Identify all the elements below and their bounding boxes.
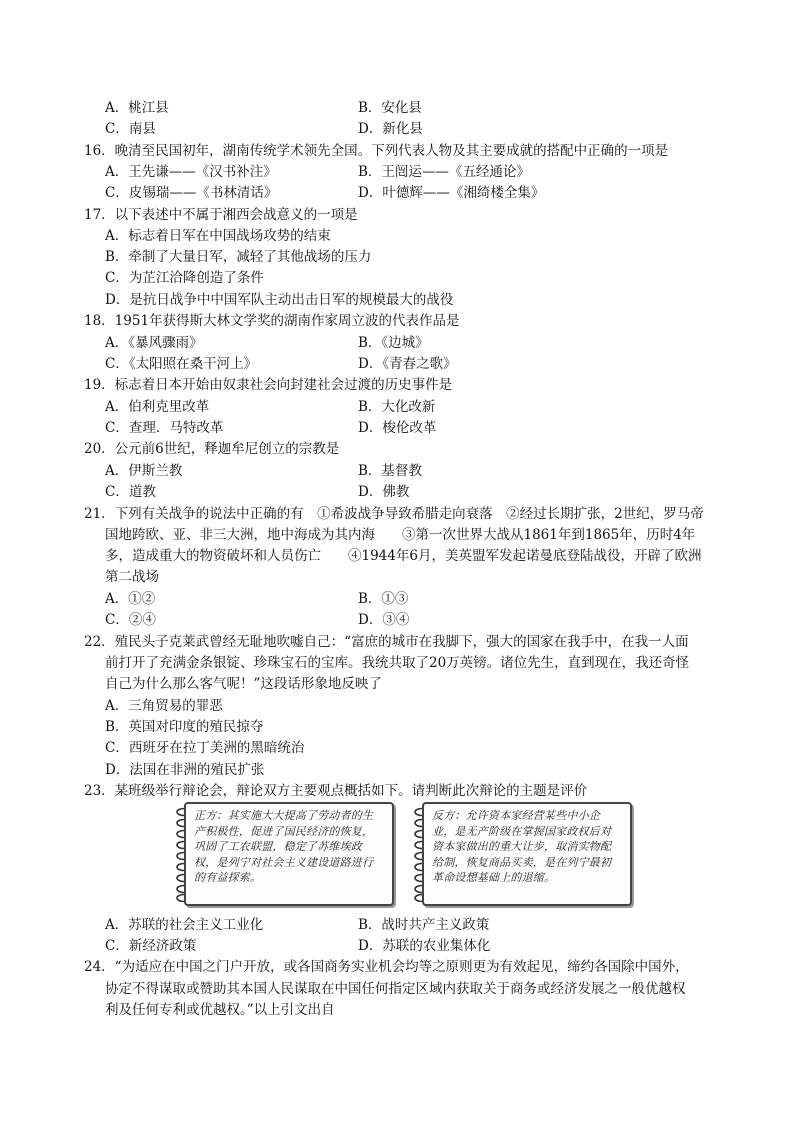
q19-option-a: A．伯利克里改革 — [105, 399, 210, 415]
q23-option-c: C．新经济政策 — [105, 938, 197, 954]
q16-option-c: C．皮锡瑞——《书林清话》 — [105, 185, 278, 201]
q16-option-a: A．王先谦——《汉书补注》 — [105, 164, 277, 180]
q23-option-a: A．苏联的社会主义工业化 — [105, 917, 264, 933]
q16-option-b: B．王闿运——《五经通论》 — [358, 164, 530, 180]
notebook-panel-pro — [172, 796, 396, 909]
q24-stem-line-1: 24．“为适应在中国之门户开放，或各国商务实业机会均等之原则更为有效起见，缔约各国除中国外， — [84, 959, 689, 975]
q22-option-c: C．西班牙在拉丁美洲的黑暗统治 — [105, 740, 305, 756]
q18-option-d: D．《青春之歌》 — [358, 356, 457, 372]
q22-option-a: A．三角贸易的罪恶 — [105, 698, 223, 714]
q21-option-c: C．②④ — [105, 612, 156, 628]
q21-option-d: D．③④ — [358, 612, 410, 628]
q24-stem-line-2: 协定不得谋取或赞助其本国人民谋取在中国任何指定区域内获取关于商务或经济发展之一般优越权 — [105, 981, 686, 997]
q24-stem-line-3: 利及任何专利或优越权。”以上引文出自 — [105, 1002, 335, 1018]
q15-option-a: A．桃江县 — [105, 100, 169, 116]
q20-option-b: B．基督教 — [358, 463, 422, 479]
q19-option-b: B．大化改新 — [358, 399, 436, 415]
q17-stem: 17．以下表述中不属于湘西会战意义的一项是 — [84, 207, 358, 223]
q23-stem: 23．某班级举行辩论会，辩论双方主要观点概括如下。请判断此次辩论的主题是评价 — [84, 783, 588, 799]
q22-option-b: B．英国对印度的殖民掠夺 — [105, 719, 264, 735]
q15-option-d: D．新化县 — [358, 121, 423, 137]
q22-stem-line-3: 自己为什么那么客气呢！”这段话形象地反映了 — [105, 676, 382, 692]
q15-option-c: C．南县 — [105, 121, 156, 137]
q21-option-b: B．①③ — [358, 591, 409, 607]
q18-option-c: C．《太阳照在桑干河上》 — [105, 356, 258, 372]
q15-option-b: B．安化县 — [358, 100, 422, 116]
q21-stem-line-4: 第二战场 — [105, 569, 159, 585]
q19-option-c: C．查理．马特改革 — [105, 420, 224, 436]
q21-stem-line-3: 多，造成重大的物资破坏和人员伤亡 ④1944年6月，美英盟军发起诺曼底登陆战役，开辟了欧洲 — [105, 548, 702, 564]
notebook-panel-con — [410, 796, 634, 909]
q20-option-a: A．伊斯兰教 — [105, 463, 183, 479]
q22-stem-line-2: 前打开了充满金条银锭、珍珠宝石的宝库。我统共取了20万英镑。诸位先生，直到现在，我还奇怪 — [105, 655, 690, 671]
q19-option-d: D．梭伦改革 — [358, 420, 437, 436]
q16-stem: 16．晚清至民国初年，湖南传统学术领先全国。下列代表人物及其主要成就的搭配中正确的一项是 — [84, 143, 669, 159]
q21-stem-line-1: 21．下列有关战争的说法中正确的有 ①希波战争导致希腊走向衰落 ②经过长期扩张，2世纪，罗马帝 — [84, 506, 704, 522]
panel-con-text: 反方：允许资本家经营某些中小企业，是无产阶级在掌握国家政权后对资本家做出的重大让步，取消实物配给制，恢复商品买卖，是在列宁最初革命设想基础上的退缩。 — [432, 809, 612, 884]
q20-stem: 20．公元前6世纪，释迦牟尼创立的宗教是 — [84, 441, 340, 457]
q18-stem: 18．1951年获得斯大林文学奖的湖南作家周立波的代表作品是 — [84, 313, 460, 329]
q17-option-b: B．牵制了大量日军，减轻了其他战场的压力 — [105, 249, 372, 265]
q16-option-d: D．叶德辉——《湘绮楼全集》 — [358, 185, 545, 201]
q19-stem: 19．标志着日本开始由奴隶社会向封建社会过渡的历史事件是 — [84, 377, 453, 393]
q20-option-d: D．佛教 — [358, 484, 410, 500]
q20-option-c: C．道教 — [105, 484, 156, 500]
q22-stem-line-1: 22．殖民头子克莱武曾经无耻地吹嘘自己：“富庶的城市在我脚下，强大的国家在我手中，在我一人面 — [84, 634, 689, 650]
q18-option-a: A．《暴风骤雨》 — [105, 335, 203, 351]
panel-pro-text: 正方：其实施大大提高了劳动者的生产积极性，促进了国民经济的恢复，巩固了工农联盟，稳定了苏维埃政权，是列宁对社会主义建设道路进行的有益探索。 — [194, 809, 374, 884]
q17-option-a: A．标志着日军在中国战场攻势的结束 — [105, 228, 331, 244]
q17-option-c: C．为芷江洽降创造了条件 — [105, 270, 264, 286]
q21-stem-line-2: 国地跨欧、亚、非三大洲，地中海成为其内海 ③第一次世界大战从1861年到1865年，历时4年 — [105, 527, 696, 543]
q21-option-a: A．①② — [105, 591, 156, 607]
q18-option-b: B．《边城》 — [358, 335, 429, 351]
q23-option-b: B．战时共产主义政策 — [358, 917, 490, 933]
q22-option-d: D．法国在非洲的殖民扩张 — [105, 762, 265, 778]
q17-option-d: D．是抗日战争中中国军队主动出击日军的规模最大的战役 — [105, 292, 454, 308]
q23-option-d: D．苏联的农业集体化 — [358, 938, 491, 954]
